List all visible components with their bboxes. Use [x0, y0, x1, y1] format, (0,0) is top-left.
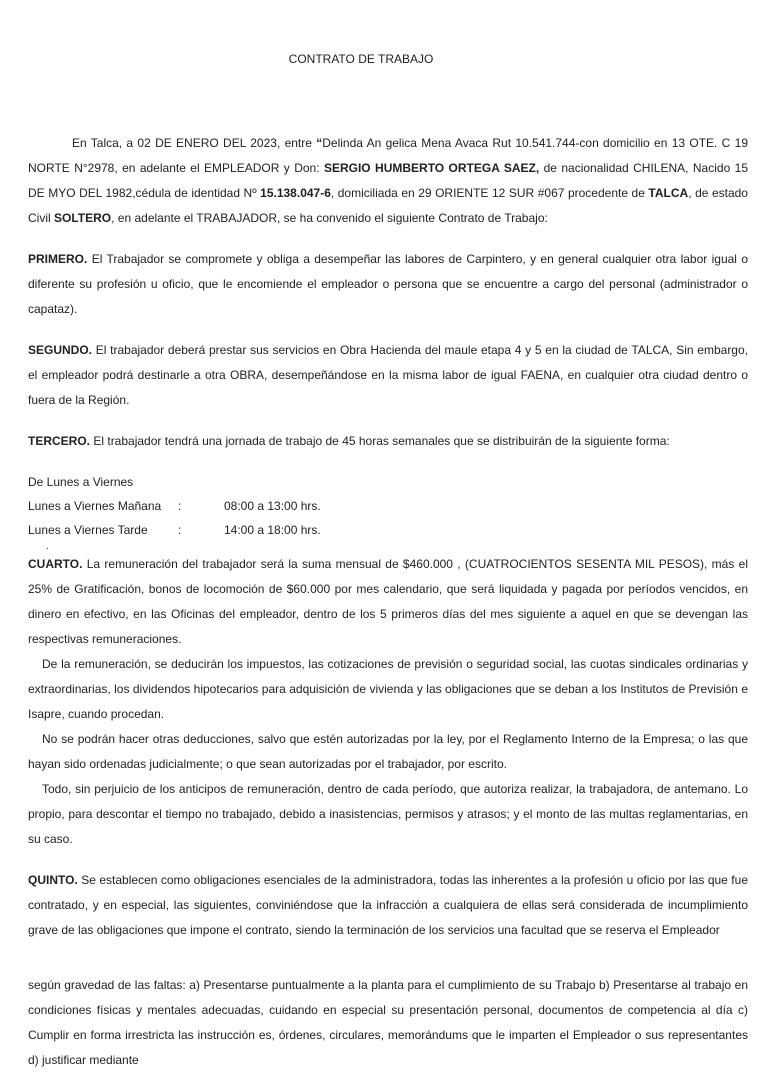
clause-tercero	[28, 429, 748, 454]
clause-segundo	[28, 338, 748, 413]
schedule-row-label: Lunes a Viernes Mañana	[28, 499, 162, 513]
schedule-row	[28, 494, 748, 518]
clause-heading: SEGUNDO.	[28, 343, 93, 357]
clause-quinto-p2: según gravedad de las faltas: a) Presentarse puntualmente a la planta para el cumplimiento de su Trabajo b) Presentarse al trabajo en condiciones físicas y mentales adecuadas, cuidando en especial su presentación personal, documentos de competencia al día c) Cumplir en forma irrestricta las instrucción es, órdenes, circulares, memorándums que le imparten el Empleador o sus representantes d) justificar mediante	[28, 978, 748, 1067]
schedule-header	[28, 470, 748, 494]
worker-id: 15.138.047-6	[260, 186, 331, 200]
stray-mark: .	[46, 541, 49, 552]
intro-text-3: de nacionalidad CHILENA, Nacido 15 DE MYO DEL 1982,cédula de identidad Nº	[28, 161, 748, 200]
intro-text-2: Delinda An gelica Mena Avaca Rut 10.541.744-con domicilio en 13 OTE. C 19 NORTE N°2978, en adelante el EMPLEADOR y Don:	[28, 136, 748, 175]
clause-primero	[28, 247, 748, 322]
worker-city: TALCA	[648, 186, 689, 200]
work-schedule	[28, 470, 748, 552]
clause-text: El trabajador deberá prestar sus servicios en Obra Hacienda del maule etapa 4 y 5 en la ciudad de TALCA, Sin embargo, el empleador podrá destinarle a otra OBRA, desempeñándose en la misma labor de igual FAENA, en cualquier otra ciudad dentro o fuera de la Región.	[28, 343, 748, 407]
worker-name: SERGIO HUMBERTO ORTEGA SAEZ,	[323, 161, 540, 175]
schedule-row-time: 14:00 a 18:00 hrs.	[224, 523, 321, 537]
intro-text-6: , en adelante el TRABAJADOR, se ha convenido el siguiente Contrato de Trabajo:	[111, 211, 548, 225]
intro-text-4: , domiciliada en 29 ORIENTE 12 SUR #067 procedente de	[330, 186, 649, 200]
schedule-row-time: 08:00 a 13:00 hrs.	[224, 499, 321, 513]
clause-text: El Trabajador se compromete y obliga a desempeñar las labores de Carpintero, y en general cualquier otra labor igual o diferente su profesión u oficio, que le encomiende el empleador o persona que se encuentre a cargo del personal (administrador o capataz).	[28, 252, 748, 316]
intro-quote-mark: “	[316, 136, 323, 150]
clause-heading: QUINTO.	[28, 873, 78, 887]
intro-text-1: En Talca, a 02 DE ENERO DEL 2023, entre	[72, 136, 317, 150]
document-title: CONTRATO DE TRABAJO	[288, 52, 434, 66]
clause-cuarto-p3: No se podrán hacer otras deducciones, salvo que estén autorizadas por la ley, por el Reglamento Interno de la Empresa; o las que hayan sido ordenadas judicialmente; o que sean autorizadas por el trabajador, por escrito.	[28, 732, 748, 771]
civil-status: SOLTERO	[54, 211, 112, 225]
clause-text: Se establecen como obligaciones esenciales de la administradora, todas las inherentes a la profesión u oficio por las que fue contratado, y en especial, las siguientes, conviniéndose que la infracción a cualquiera de ellas será considerada de incumplimiento grave de las obligaciones que impone el contrato, siendo la terminación de los servicios una facultad que se reserva el Empleador	[28, 873, 748, 937]
clause-heading: PRIMERO.	[28, 252, 88, 266]
schedule-row-colon: :	[178, 499, 182, 513]
clause-heading: TERCERO.	[28, 434, 91, 448]
intro-text-5: , de estado Civil	[28, 186, 748, 225]
schedule-row	[28, 518, 748, 542]
clause-cuarto-p2: De la remuneración, se deducirán los impuestos, las cotizaciones de previsión o seguridad social, las cuotas sindicales ordinarias y extraordinarias, los dividendos hipotecarios para adquisición de vivienda y las obligaciones que se deban a los Institutos de Previsión e Isapre, cuando procedan.	[28, 657, 748, 721]
schedule-header-text: De Lunes a Viernes	[28, 475, 134, 489]
clause-cuarto	[28, 552, 748, 652]
clause-cuarto-p4: Todo, sin perjuicio de los anticipos de remuneración, dentro de cada período, que autoriza realizar, la trabajadora, de antemano. Lo propio, para descontar el tiempo no trabajado, debido a inasistencias, permisos y atrasos; y el monto de las multas reglamentarias, en su caso.	[28, 782, 748, 846]
clause-text: La remuneración del trabajador será la suma mensual de $460.000 , (CUATROCIENTOS SESENTA MIL PESOS), más el 25% de Gratificación, bonos de locomoción de $60.000 por mes calendario, que será liquidada y pagada por períodos vencidos, en dinero en efectivo, en las Oficinas del empleador, dentro de los 5 primeros días del mes siguiente a aquel en que se devengan las respectivas remuneraciones.	[28, 557, 748, 646]
document-body	[28, 131, 748, 1073]
clause-heading: CUARTO.	[28, 557, 83, 571]
clause-text: El trabajador tendrá una jornada de trabajo de 45 horas semanales que se distribuirán de la siguiente forma:	[90, 434, 670, 448]
intro-paragraph	[28, 131, 748, 231]
clause-quinto	[28, 868, 748, 943]
schedule-row-label: Lunes a Viernes Tarde	[28, 523, 148, 537]
schedule-row-colon: :	[178, 523, 182, 537]
